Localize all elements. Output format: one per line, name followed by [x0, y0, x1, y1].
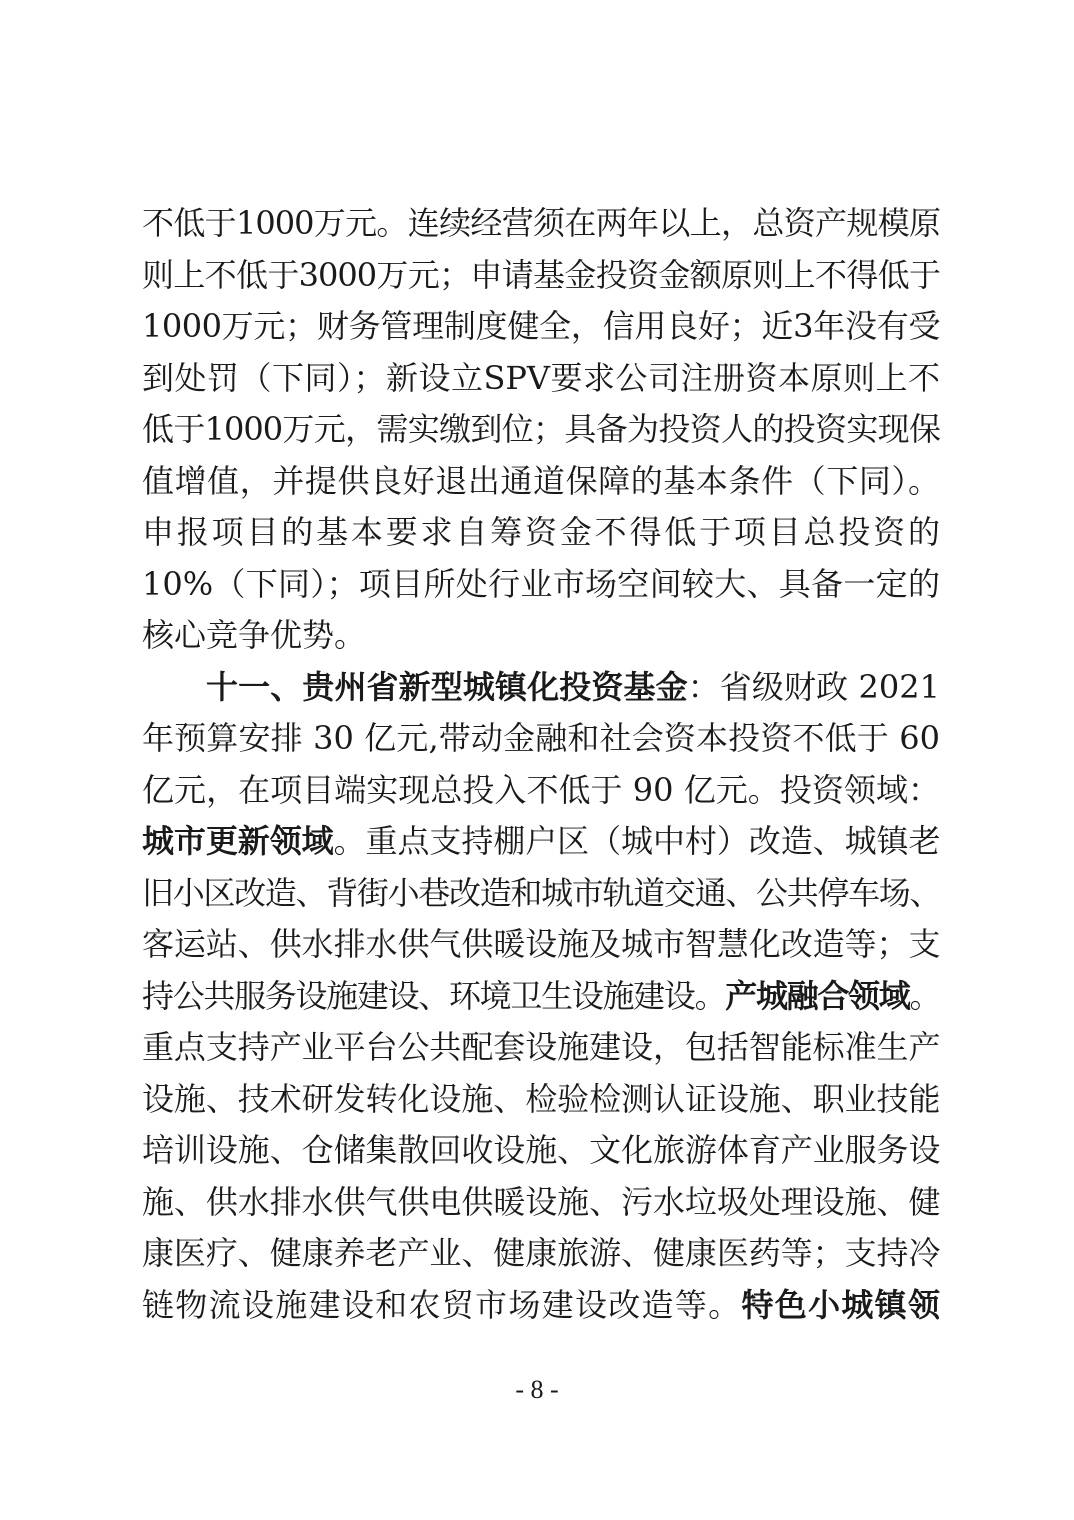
text-line [142, 972, 940, 1020]
text-line [142, 508, 940, 556]
text-line [142, 302, 940, 350]
page-number: - 8 - [515, 1375, 559, 1404]
bold-heading-text: 城市更新领域 [142, 822, 334, 860]
text-segment: 申报项目的基本要求自筹资金不得低于项目总投资的 [142, 513, 940, 551]
text-segment: 不低于1000万元。连续经营须在两年以上，总资产规模原 [142, 204, 940, 242]
text-segment: 值增值，并提供良好退出通道保障的基本条件（下同）。 [142, 462, 940, 500]
text-line [142, 1023, 940, 1071]
bold-heading-text: 十一、贵州省新型城镇化投资基金 [206, 668, 688, 706]
text-line [142, 251, 940, 299]
text-line [142, 817, 940, 865]
text-line [142, 766, 940, 814]
text-line [142, 1075, 940, 1123]
text-segment: 1000万元；财务管理制度健全，信用良好；近3年没有受 [142, 307, 940, 345]
text-line [142, 199, 940, 247]
text-line [142, 457, 940, 505]
text-segment: 客运站、供水排水供气供暖设施及城市智慧化改造等；支 [142, 925, 940, 963]
text-line [142, 354, 940, 402]
text-segment: 持公共服务设施建设、环境卫生设施建设。 [142, 977, 726, 1015]
text-segment: 10%（下同）；项目所处行业市场空间较大、具备一定的 [142, 565, 940, 603]
text-segment: 亿元，在项目端实现总投入不低于 90 亿元。投资领域： [142, 771, 940, 809]
text-segment: ：省级财政 2021 [687, 668, 940, 706]
text-segment: 重点支持产业平台公共配套设施建设，包括智能标准生产 [142, 1028, 940, 1066]
text-segment: 培训设施、仓储集散回收设施、文化旅游体育产业服务设 [142, 1131, 940, 1169]
text-line [206, 663, 940, 711]
text-segment: 康医疗、健康养老产业、健康旅游、健康医药等；支持冷 [142, 1234, 940, 1272]
text-line [142, 1281, 940, 1329]
text-segment: 年预算安排 30 亿元,带动金融和社会资本投资不低于 60 [142, 719, 940, 757]
text-segment: 则上不低于3000万元；申请基金投资金额原则上不得低于 [142, 256, 940, 294]
text-line [142, 1229, 940, 1277]
text-segment: 施、供水排水供气供电供暖设施、污水垃圾处理设施、健 [142, 1183, 940, 1221]
text-segment: 到处罚（下同）；新设立SPV要求公司注册资本原则上不 [142, 359, 940, 397]
text-line [142, 405, 940, 453]
text-line [142, 611, 940, 659]
text-segment: 低于1000万元，需实缴到位；具备为投资人的投资实现保 [142, 410, 940, 448]
text-segment: 链物流设施建设和农贸市场建设改造等。 [142, 1286, 742, 1324]
text-segment: 。 [909, 977, 940, 1015]
text-segment: 旧小区改造、背街小巷改造和城市轨道交通、公共停车场、 [142, 874, 940, 912]
bold-heading-text: 特色小城镇领 [741, 1286, 940, 1324]
text-line [142, 1126, 940, 1174]
text-segment: 设施、技术研发转化设施、检验检测认证设施、职业技能 [142, 1080, 940, 1118]
text-segment: 核心竞争优势。 [142, 616, 367, 654]
bold-heading-text: 产城融合领域 [725, 977, 910, 1015]
text-line [142, 920, 940, 968]
text-line [142, 714, 940, 762]
text-segment: 。重点支持棚户区（城中村）改造、城镇老 [333, 822, 940, 860]
text-line [142, 869, 940, 917]
text-line [142, 560, 940, 608]
text-line [142, 1178, 940, 1226]
